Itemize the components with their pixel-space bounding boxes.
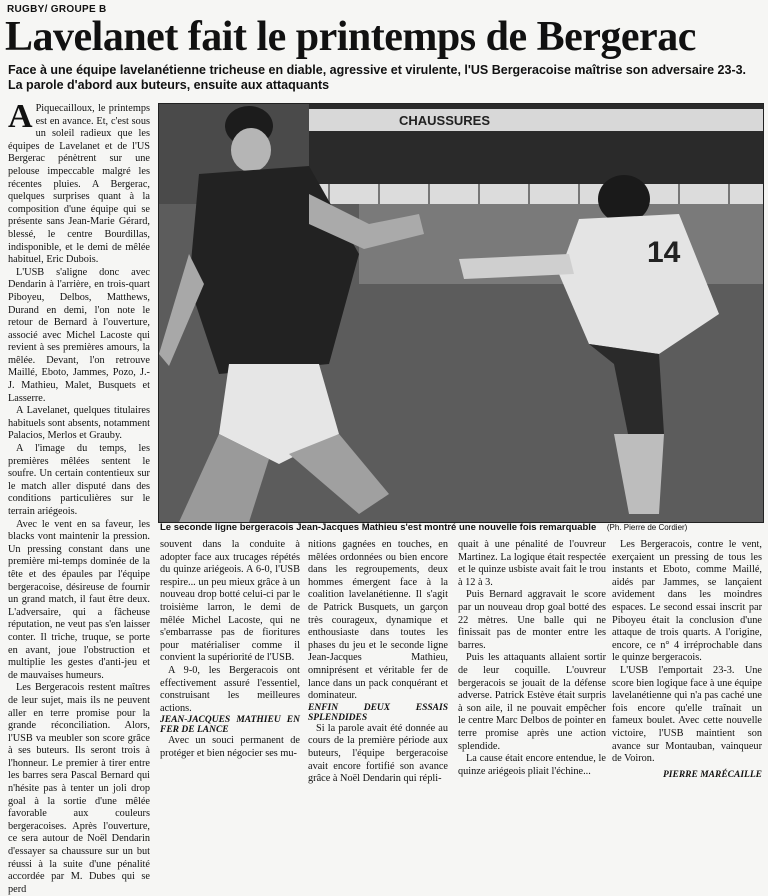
subheading: ENFIN DEUX ESSAIS SPLENDIDES bbox=[308, 702, 448, 723]
photo-credit: (Ph. Pierre de Cordier) bbox=[606, 523, 688, 532]
paragraph: A Lavelanet, quelques titulaires habituels sont absents, notamment Palacios, Merlos et Grauby. bbox=[8, 405, 150, 442]
paragraph: Les Bergeracois, contre le vent, exerçaient un pressing de tous les instants et Eboto, comme Maillé, aidés par Jammes, se lançaient avidement dans les moindres espaces. Le second essai inscrit par Piboyeu était la conclusion d'une attaque de trois quarts. A l'origine, encore, ce n° 4 irréprochable dans le quinze bergeracois. bbox=[612, 539, 762, 664]
paragraph: A l'image du temps, les premières mêlées sentent le soufre. Un certain contentieux sur le match aller disputé dans des conditions particulières sur le terrain ariégeois. bbox=[8, 443, 150, 517]
section-rubric: RUGBY/ GROUPE B bbox=[7, 4, 107, 15]
paragraph: Piquecailloux, le printemps est en avance. Et, c'est sous un soleil radieux que les équipes de Lavelanet et de l'US Bergerac pénètrent sur une pelouse impeccable malgré les récentes pluies. A Bergerac, quelques surprises quant à la composition d'une équipe qui se présente sans Jean-Marie Gérard, blessé, le centre Bourdillas, indisponible, et le demi de mêlée habituel, Eric Dubois. bbox=[8, 103, 150, 266]
paragraph: L'USB l'emportait 23-3. Une score bien logique face à une équipe lavelanétienne qui n'a pas caché une fois encore qu'elle traînait un fameux boulet. Avec cette nouvelle victoire, l'USB maintient son avance sur Montauban, vainqueur de Voiron. bbox=[612, 664, 762, 765]
paragraph: L'USB s'aligne donc avec Dendarin à l'arrière, en trois-quart Piboyeu, Delbos, Matthews, Durand en demi, l'on note le retour de Bernard à l'ouverture, associé avec Michel Lacoste qui revient à ses premières amours, la mêlée. Devant, l'on retrouve Maillé, Eboto, Jammes, Pozo, J.-J. Mathieu, Malet, Busquets et Lasserre. bbox=[8, 266, 150, 404]
photo-illustration bbox=[159, 104, 763, 522]
paragraph: Les Bergeracois restent maîtres de leur sujet, mais ils ne peuvent aller en terre promise pour la grande réconciliation. Alors, l'USB va meubler son score grâce à ses buteurs. Ils seront trois à l'honneur. Le premier à tirer entre les barres sera Pascal Bernard qui n'hésite pas à tenter un joli drop goal à la sortie d'une mêlée favorable aux couleurs bergeracoises. Après l'ouverture, ce sera autour de Noël Dendarin d'essayer sa chaussure sur un but réussi à la suite d'une pénalité accordée par M. Dubes qui se perd bbox=[8, 682, 150, 895]
subheading: JEAN-JACQUES MATHIEU EN FER DE LANCE bbox=[160, 715, 300, 736]
deck-line-1: Face à une équipe lavelanétienne tricheuse en diable, agressive et virulente, l'US Bergeracoise maîtrise son adversaire 23-3. bbox=[8, 63, 747, 77]
byline: PIERRE MARÉCAILLE bbox=[663, 769, 762, 780]
jersey-number: 14 bbox=[647, 236, 681, 269]
photo-caption bbox=[160, 522, 760, 533]
headline: Lavelanet fait le printemps de Bergerac bbox=[5, 14, 696, 60]
paragraph: nitions gagnées en touches, en mêlées ordonnées ou bien encore dans les regroupements, deux hommes émergent face à la coalition lavelanétienne. Il s'agit de Patrick Busquets, un garçon très courageux, dynamique et enthousiaste dans toutes les phases du jeu et le seconde ligne Jean-Jacques Mathieu, omniprésent et véritable fer de lance dans un pack conquérant et dominateur. bbox=[308, 539, 448, 702]
article-column-4 bbox=[458, 539, 606, 784]
article-column-1 bbox=[8, 98, 150, 895]
match-photo bbox=[158, 103, 764, 523]
paragraph: Si la parole avait été donnée au cours de la première période aux buteurs, l'équipe bergeracoise avait encore fortifié son avance grâce à Noël Dendarin qui répli- bbox=[308, 722, 448, 785]
article-column-2 bbox=[160, 539, 300, 784]
deck-line-2: La parole d'abord aux buteurs, ensuite aux attaquants bbox=[8, 78, 330, 92]
article-column-3 bbox=[308, 539, 448, 784]
stadium-sign: CHAUSSURES bbox=[399, 113, 491, 128]
paragraph: quait à une pénalité de l'ouvreur Martinez. La logique était respectée et le quinze usbiste avait fait le trou à 12 à 3. bbox=[458, 539, 606, 588]
paragraph: Puis Bernard aggravait le score par un nouveau drop goal botté des 22 mètres. Une balle qui ne finissait pas de monter entre les barres. bbox=[458, 589, 606, 651]
paragraph: souvent dans la conduite à adopter face aux trucages répétés du quinze ariégeois. A 6-0, l'USB respire... un peu mieux grâce à un nouveau drop botté celui-ci par le troisième larron, le demi de mêlée Michel Lacoste, qui ne s'embarrasse pas de fioritures pour matérialiser comme il convient la supériorité de l'USB. bbox=[160, 539, 300, 664]
paragraph: Avec un souci permanent de protéger et bien négocier ses mu- bbox=[160, 735, 300, 759]
paragraph: La cause était encore entendue, le quinze ariégeois pliait l'échine... bbox=[458, 753, 606, 777]
paragraph: Avec le vent en sa faveur, les blacks vont maintenir la pression. Un pressing constant dans une première mi-temps dominée de la tête et des épaules par l'équipe bergeracoise, désireuse de fournir un grand match, il faut être deux. L'adversaire, qui a fâcheuse réputation, ne veut pas s'en laisser conter. Il triche, truque, se porte en avant, joue l'obstruction et multiplie les gestes d'anti-jeu et de mauvaises humeurs. bbox=[8, 518, 150, 681]
deck bbox=[8, 63, 760, 93]
paragraph: Puis les attaquants allaient sortir de leur coquille. L'ouvreur bergeracois se jouait de la défense adverse. Patrick Estève était surpris à son aile, il ne pouvait empêcher le centre Marc Delbos de pointer en terre promise après une action splendide. bbox=[458, 652, 606, 752]
caption-text: Le seconde ligne bergeracois Jean-Jacques Mathieu s'est montré une nouvelle fois remarquable bbox=[160, 522, 597, 533]
drop-cap: A bbox=[8, 98, 33, 135]
article-column-5 bbox=[612, 539, 762, 784]
paragraph: A 9-0, les Bergeracois ont effectivement assuré l'essentiel, construisant les meilleures actions. bbox=[160, 664, 300, 714]
